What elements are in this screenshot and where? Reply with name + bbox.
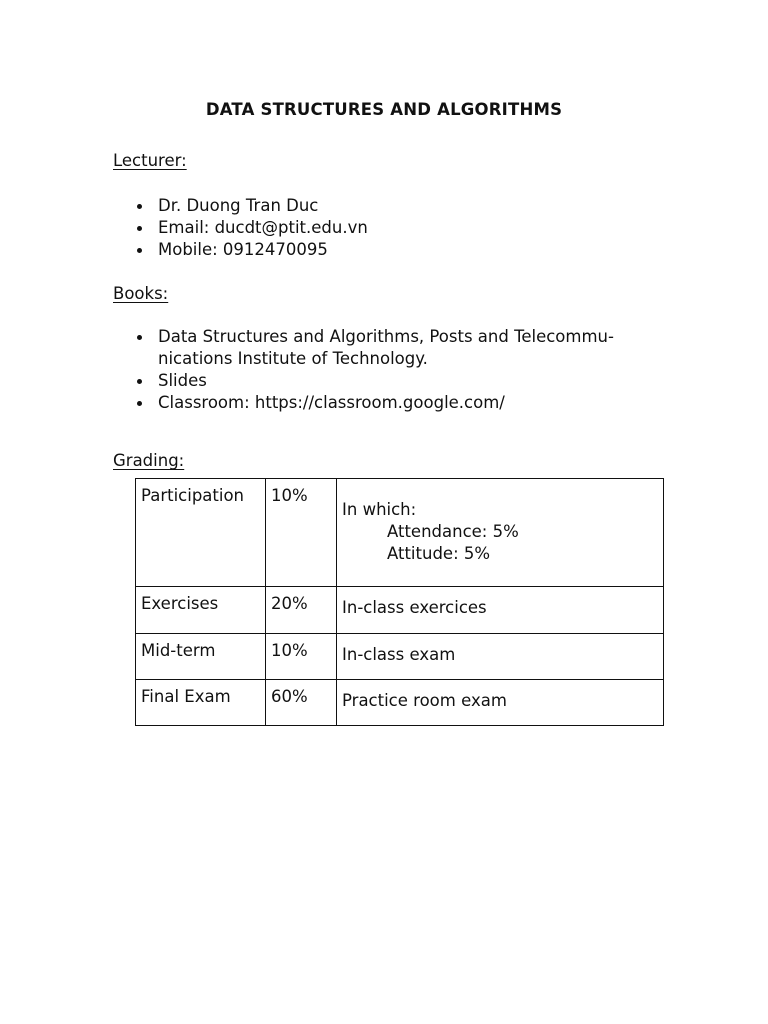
books-heading: Books: bbox=[113, 284, 169, 303]
grading-description: Practice room exam bbox=[337, 680, 664, 726]
grading-description: In-class exam bbox=[337, 634, 664, 680]
grading-weight: 20% bbox=[266, 587, 337, 634]
lecturer-name: Dr. Duong Tran Duc bbox=[113, 195, 678, 217]
grading-component: Participation bbox=[136, 479, 266, 587]
table-row bbox=[136, 680, 664, 726]
grading-detail-attendance: Attendance: 5% bbox=[387, 522, 519, 541]
book-item-textbook: Data Structures and Algorithms, Posts and Telecommu-nications Institute of Technology. bbox=[113, 326, 678, 370]
grading-description bbox=[337, 479, 664, 587]
table-row bbox=[136, 479, 664, 587]
books-list bbox=[113, 326, 678, 414]
grading-detail-attitude: Attitude: 5% bbox=[387, 544, 491, 563]
grading-weight: 10% bbox=[266, 634, 337, 680]
grading-description: In-class exercices bbox=[337, 587, 664, 634]
grading-description-text: In which: bbox=[342, 500, 417, 519]
lecturer-heading: Lecturer: bbox=[113, 151, 187, 170]
lecturer-list bbox=[113, 195, 678, 261]
grading-table bbox=[135, 478, 664, 726]
grading-weight: 10% bbox=[266, 479, 337, 587]
table-row bbox=[136, 634, 664, 680]
grading-component: Final Exam bbox=[136, 680, 266, 726]
page-title: DATA STRUCTURES AND ALGORITHMS bbox=[205, 100, 563, 119]
grading-weight: 60% bbox=[266, 680, 337, 726]
book-item-classroom: Classroom: https://classroom.google.com/ bbox=[113, 392, 678, 414]
grading-component: Exercises bbox=[136, 587, 266, 634]
table-row bbox=[136, 587, 664, 634]
book-item-slides: Slides bbox=[113, 370, 678, 392]
grading-component: Mid-term bbox=[136, 634, 266, 680]
grading-heading: Grading: bbox=[113, 451, 185, 470]
lecturer-mobile: Mobile: 0912470095 bbox=[113, 239, 678, 261]
lecturer-email: Email: ducdt@ptit.edu.vn bbox=[113, 217, 678, 239]
